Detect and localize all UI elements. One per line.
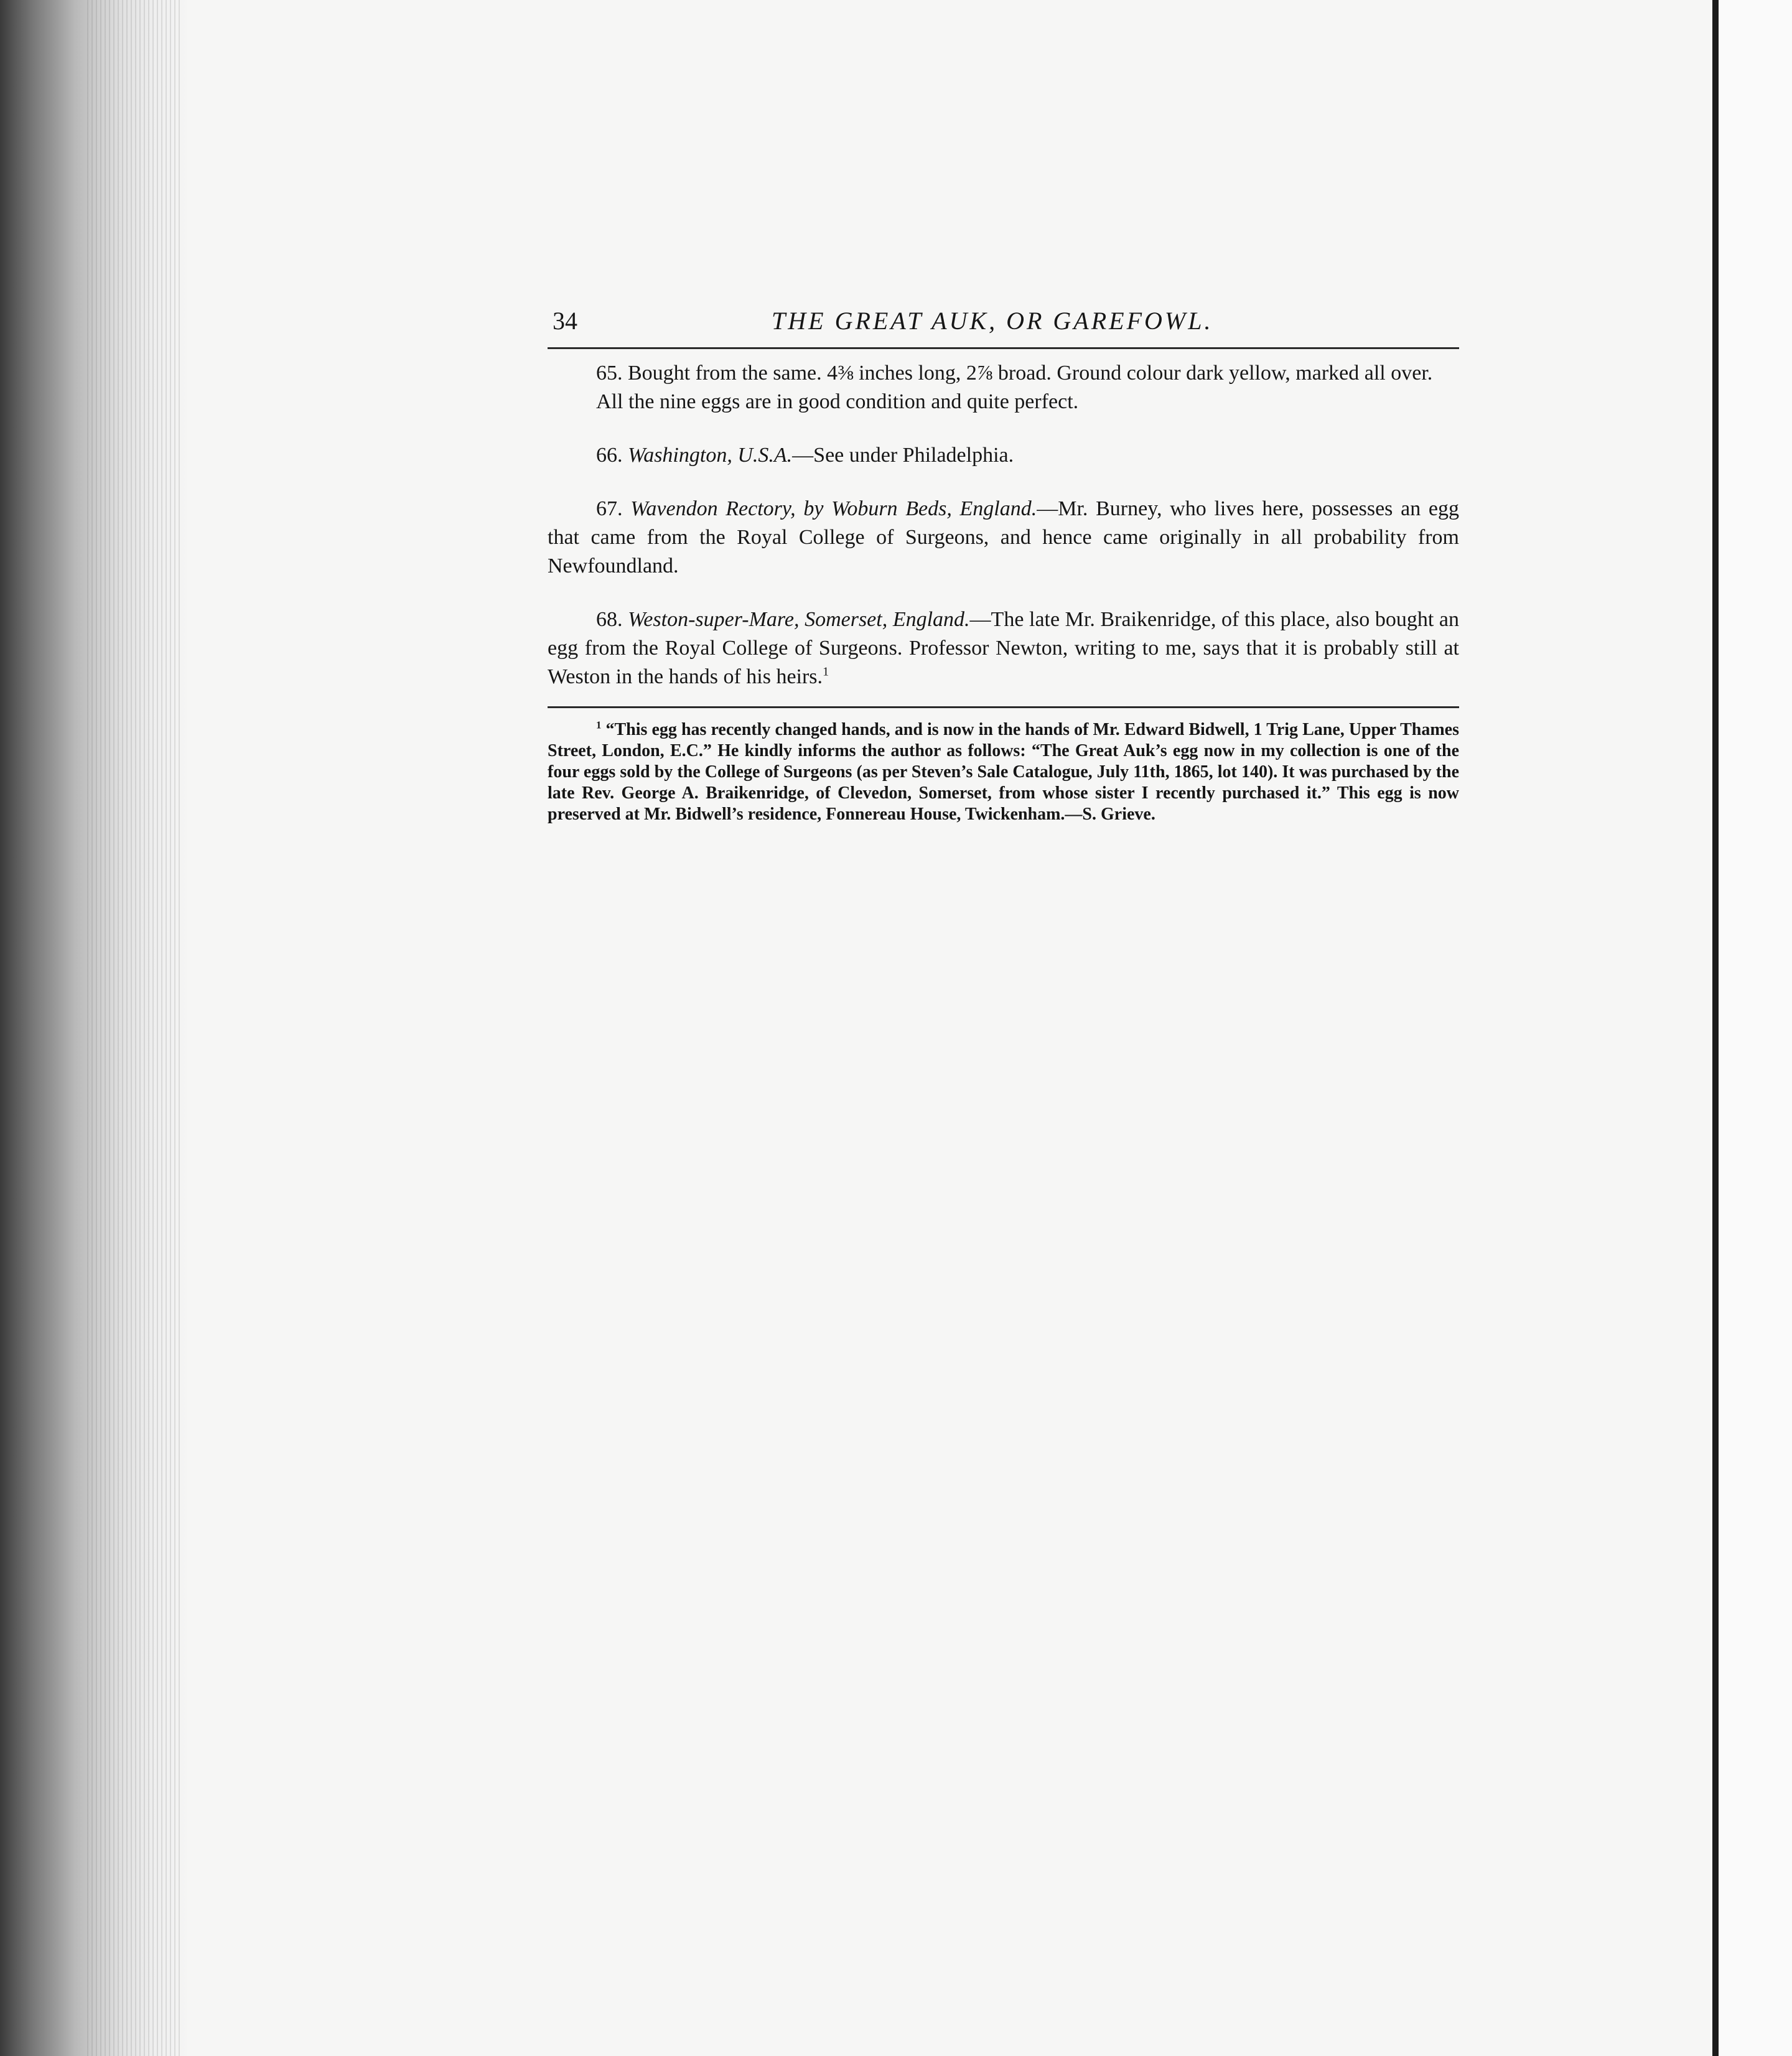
footnote-marker: 1	[596, 719, 602, 731]
entry-66	[548, 441, 1459, 470]
entry-place: Washington, U.S.A.	[628, 444, 793, 467]
right-margin	[1719, 0, 1792, 2056]
page-right-edge	[1712, 0, 1719, 2056]
entry-number: 67.	[596, 497, 623, 520]
entry-number: 68.	[596, 608, 623, 631]
entry-place: Weston-super-Mare, Somerset, England.	[628, 608, 970, 631]
footnote-rule	[548, 706, 1459, 708]
header-rule	[548, 347, 1459, 349]
entry-text: Bought from the same. 4⅜ inches long, 2⅞ broad. Ground colour dark yellow, marked all over.	[628, 362, 1433, 385]
page-number: 34	[553, 307, 577, 335]
book-page	[548, 297, 1459, 825]
entry-65	[548, 359, 1459, 388]
footnote-reference: 1	[823, 665, 829, 679]
entry-67	[548, 495, 1459, 581]
nine-eggs-note: All the nine eggs are in good condition and quite perfect.	[596, 390, 1079, 413]
entry-number: 66.	[596, 444, 623, 467]
entry-number: 65.	[596, 362, 623, 385]
running-head	[548, 297, 1459, 341]
running-title: THE GREAT AUK, OR GAREFOWL.	[772, 307, 1213, 335]
entry-place: Wavendon Rectory, by Woburn Beds, England.	[630, 497, 1037, 520]
footnote	[548, 719, 1459, 825]
entry-text: —Mr. Burney, who lives here, possesses an egg that came from the Royal College of Surgeons, and hence came originally in all probability from Newfoundland.	[548, 497, 1459, 577]
footnote-text: “This egg has recently changed hands, and is now in the hands of Mr. Edward Bidwell, 1 Trig Lane, Upper Thames Street, London, E.C.” He kindly informs the author as follows: “The Great Auk’s egg now in my collection is one of the four eggs sold by the College of Surgeons (as per Steven’s Sale Catalogue, July 11th, 1865, lot 140). It was purchased by the late Rev. George A. Braikenridge, of Clevedon, Somerset, from whose sister I recently purchased it.” This egg is now preserved at Mr. Bidwell’s residence, Fonnereau House, Twickenham.—S. Grieve.	[548, 720, 1460, 824]
entry-68	[548, 605, 1459, 691]
entry-text: —The late Mr. Braikenridge, of this place, also bought an egg from the Royal College of Surgeons. Professor Newton, writing to me, says that it is probably still at Weston in the hands of his heirs.	[548, 608, 1460, 688]
page-edges	[87, 0, 180, 2056]
entry-text: —See under Philadelphia.	[792, 444, 1014, 467]
